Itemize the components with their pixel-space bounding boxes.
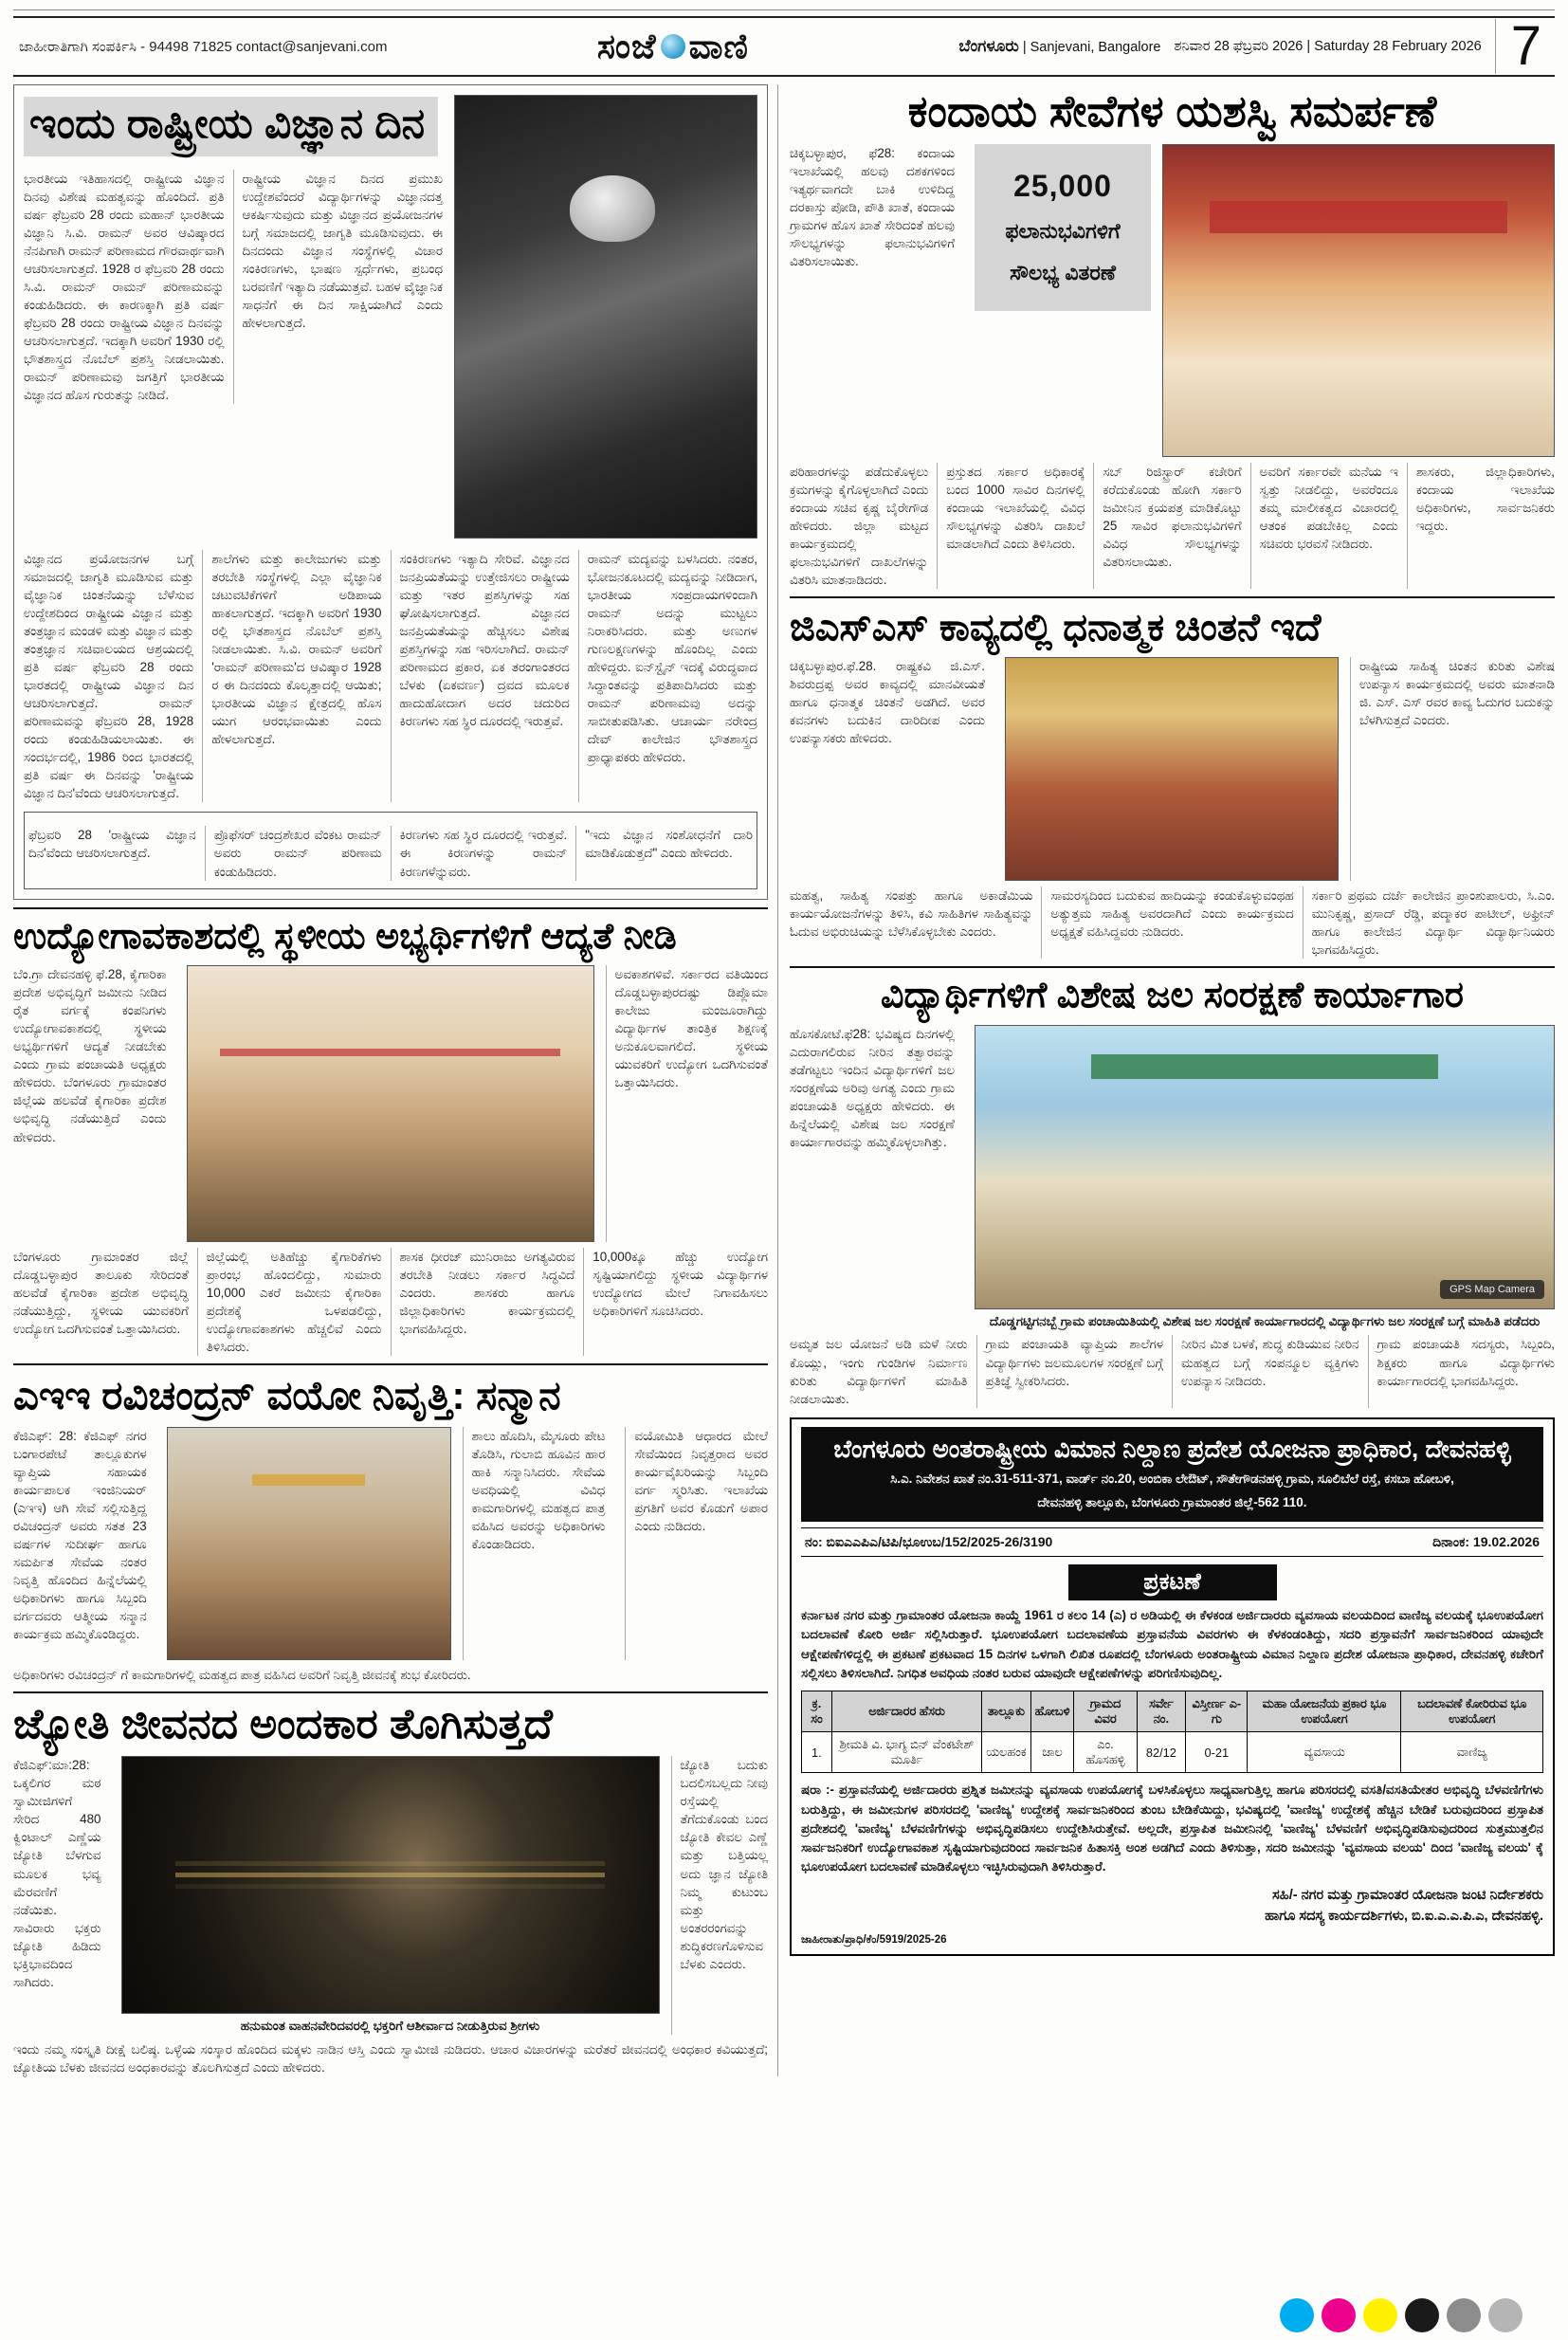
table-cell: ವಾಣಿಜ್ಯ [1401,1732,1543,1773]
jyothi-photo-caption: ಹನುಮಂತ ವಾಹನವೇರಿದವರಲ್ಲಿ ಭಕ್ತರಿಗೆ ಆಶೀರ್ವಾದ ನೀಡುತ್ತಿರುವ ಶ್ರೀಗಳು [240,2019,540,2034]
gss-body-columns [790,887,1555,959]
table-cell: 1. [802,1732,832,1773]
jobs-event-photo [187,965,594,1242]
public-notice-box [790,1417,1555,1957]
table-header-cell: ವಿಸ್ತೀರ್ಣ ಎ-ಗು [1186,1691,1248,1732]
table-cell: 0-21 [1186,1732,1248,1773]
notice-signature [801,1886,1543,1928]
black-dot [1405,2298,1439,2332]
gray-dot [1447,2298,1481,2332]
masthead-right [958,15,1549,77]
retirement-felicitation-photo [167,1427,451,1660]
article-water-workshop [790,976,1555,1407]
article-divider [13,907,768,909]
revenue-event-photo [1162,144,1555,457]
jyothi-procession-photo [121,1756,660,2014]
science-headline: ಇಂದು ರಾಷ್ಟ್ರೀಯ ವಿಜ್ಞಾನ ದಿನ [24,97,438,156]
table-header-cell: ಅರ್ಜಿದಾರರ ಹೆಸರು [831,1691,981,1732]
table-cell: 82/12 [1137,1732,1186,1773]
table-header-cell: ಗ್ರಾಮದ ವಿವರ [1074,1691,1137,1732]
jyothi-photo-block [121,1756,660,2035]
logo-text-right: ವಾಣಿ [688,26,749,65]
table-row [802,1732,1543,1773]
science-text-block [24,95,443,539]
gss-lecture-photo [1005,657,1339,881]
article-text-column: ಅಧಿಕಾರಿಗಳು ರವಿಚಂದ್ರನ್ ಗೆ ಕಾಮಗಾರಿಗಳಲ್ಲಿ ಮಹತ್ವದ ಪಾತ್ರ ವಹಿಸಿದ ಅವರಿಗೆ ನಿವೃತ್ತಿ ಜೀವನಕ್ಕೆ ಶುಭ ಕೋರಿದರು. [13,1667,471,1682]
article-text-column: ಶಾಸಕರು, ಜಿಲ್ಲಾಧಿಕಾರಿಗಳು, ಕಂದಾಯ ಇಲಾಖೆಯ ಅಧಿಕಾರಿಗಳು, ಸಾರ್ವಜನಿಕರು ಇದ್ದರು. [1407,463,1555,589]
article-text-column: ಕೆಜಿಎಫ್:ಮಾ:28: ಒಕ್ಕಲಿಗರ ಮಠ ಸ್ವಾಮೀಜಿಗಳಿಗೆ ಸೇರಿದ 480 ಕ್ವಿಂಟಾಲ್ ಎಣ್ಣೆಯ ಜ್ಯೋತಿ ಬೆಳಗುವ ಮೂಲಕ ಭವ್ಯ ಮೆರವಣಿಗೆ ನಡೆಯಿತು. ಸಾವಿರಾರು ಭಕ್ತರು ಜ್ಯೋತಿ ಹಿಡಿದು ಭಕ್ತಿಭಾವದಿಂದ ಸಾಗಿದರು. [13,1758,101,1989]
article-text-column: ಅಮೃತ ಜಲ ಯೋಜನೆ ಅಡಿ ಮಳೆ ನೀರು ಕೊಯ್ಲು, ಇಂಗು ಗುಂಡಿಗಳ ನಿರ್ಮಾಣ ಕುರಿತು ವಿದ್ಯಾರ್ಥಿಗಳಿಗೆ ಮಾಹಿತಿ ನೀಡಲಾಯಿತು. [790,1337,968,1406]
left-column [13,84,777,2076]
retirement-bottom-row [13,1666,768,1684]
table-header-cell: ಬದಲಾವಣೆ ಕೋರಿರುವ ಭೂ ಉಪಯೋಗ [1401,1691,1543,1732]
revenue-body-columns [790,463,1555,589]
main-content [13,84,1555,2076]
article-text-column: 10,000ಕ್ಕೂ ಹೆಚ್ಚು ಉದ್ಯೋಗ ಸೃಷ್ಟಿಯಾಗಲಿದ್ದು ಸ್ಥಳೀಯ ವಿದ್ಯಾರ್ಥಿಗಳ ಉದ್ಯೋಗದ ಮೇಲೆ ನಿಗಾವಹಿಸಲು ಅಧಿಕಾರಿಗಳಿಗೆ ಸೂಚಿಸಿದರು. [583,1248,768,1356]
article-text-column: ಇಂದು ನಮ್ಮ ಸಂಸ್ಕೃತಿ ದೀಕ್ಷೆ ಬಲಿಷ್ಠ. ಒಳ್ಳೆಯ ಸಂಸ್ಕಾರ ಹೊಂದಿದ ಮಕ್ಕಳು ನಾಡಿನ ಆಸ್ತಿ ಎಂದು ಸ್ವಾಮೀಜಿ ನುಡಿದರು. ಆಚಾರ ವಿಚಾರಗಳನ್ನು ಮರೆತರೆ ಜೀವನದಲ್ಲಿ ಅಂಧಕಾರ ಕವಿಯುತ್ತದೆ; ಜ್ಯೋತಿಯ ಬೆಳಕು ಜೀವನದ ಅಂಧಕಾರವನ್ನು ತೊಲಗಿಸುತ್ತದೆ ಎಂದು ಹೇಳಿದರು. [13,2041,768,2075]
table-cell: ವ್ಯವಸಾಯ [1248,1732,1401,1773]
article-text-column: ಶಾಸಕ ಧೀರಜ್ ಮುನಿರಾಜು ಅಗತ್ಯವಿರುವ ತರಬೇತಿ ನೀಡಲು ಸರ್ಕಾರ ಸಿದ್ಧವಿದೆ ಎಂದರು. ಶಾಸಕರು ಹಾಗೂ ಜಿಲ್ಲಾಧಿಕಾರಿಗಳು ಕಾರ್ಯಕ್ರಮದಲ್ಲಿ ಭಾಗವಹಿಸಿದ್ದರು. [391,1248,584,1356]
notice-address-line2: ದೇವನಹಳ್ಳಿ ತಾಲ್ಲೂಕು, ಬೆಂಗಳೂರು ಗ್ರಾಮಾಂತರ ಜಿಲ್ಲೆ-562 110. [1037,1495,1307,1510]
water-photo-caption: ದೊಡ್ಡಗಟ್ಟಿಗನಬ್ಬೆ ಗ್ರಾಮ ಪಂಚಾಯಿತಿಯಲ್ಲಿ ವಿಶೇಷ ಜಲ ಸಂರಕ್ಷಣೆ ಕಾರ್ಯಾಗಾರದಲ್ಲಿ ವಿದ್ಯಾರ್ಥಿಗಳು ಜಲ ಸಂರಕ್ಷಣೆ ಬಗ್ಗೆ ಮಾಹಿತಿ ಪಡೆದರು [989,1313,1541,1328]
article-text-column: ಜ್ಯೋತಿ ಬದುಕು ಬದಲಿಸಬಲ್ಲದು ನೀವು ರಸ್ತೆಯಲ್ಲಿ ತೆಗೆದುಕೊಂಡು ಬಂದ ಜ್ಯೋತಿ ಕೇವಲ ಎಣ್ಣೆ ಮತ್ತು ಬತ್ತಿಯಲ್ಲ ಅದು ಜ್ಞಾನ ಜ್ಯೋತಿ ನಿಮ್ಮ ಕುಟುಂಬ ಮತ್ತು ಅಂತರರಂಗವನ್ನು ಶುದ್ಧಿಕರಣಗೊಳಿಸುವ ಬೆಳಕು ಎಂದರು. [671,1756,769,2035]
article-science-day [13,84,768,900]
article-text-column: ಪ್ರೊಫೆಸರ್ ಚಂದ್ರಶೇಖರ ವೆಂಕಟ ರಾಮನ್ ಅವರು ರಾಮನ್ ಪರಿಣಾಮ ಕಂಡುಹಿಡಿದರು. [205,826,391,880]
notice-ad-reference: ಜಾಹೀರಾತು/ಪ್ರಾಧಿ/ಕೆಂ/5919/2025-26 [801,1934,947,1947]
science-intro-columns [24,170,443,404]
table-header-cell: ಕ್ರ. ಸಂ [802,1691,832,1732]
article-gss-poetry [790,606,1555,959]
article-text-column: ಗ್ರಾಮ ಪಂಚಾಯತಿ ವ್ಯಾಪ್ತಿಯ ಶಾಲೆಗಳ ವಿದ್ಯಾರ್ಥಿಗಳು ಜಲಮೂಲಗಳ ಸಂರಕ್ಷಣೆ ಬಗ್ಗೆ ಪ್ರತಿಜ್ಞೆ ಸ್ವೀಕರಿಸಿದರು. [976,1335,1173,1407]
article-text-column: ಅವರಿಗೆ ಸರ್ಕಾರವೇ ಮನೆಯ ಇ ಸ್ವತ್ತು ನೀಡಲಿದ್ದು, ಅವರೆಂದೂ ತಮ್ಮ ಮಾಲೀಕತ್ವದ ವಿಚಾರದಲ್ಲಿ ಆತಂಕ ಪಡಬೇಕಿಲ್ಲ ಎಂದು ಸಚಿವರು ಭರವಸೆ ನೀಡಿದರು. [1250,463,1407,589]
edition-date: ಶನಿವಾರ 28 ಫೆಬ್ರವರಿ 2026 | Saturday 28 February 2026 [1174,39,1482,54]
table-cell: ಜಾಲ [1030,1732,1074,1773]
masthead [13,16,1555,77]
yellow-dot [1363,2298,1397,2332]
logo-text-left: ಸಂಜೆ [596,26,657,65]
jobs-mid-row [13,965,768,1242]
article-divider [13,1363,768,1365]
article-text-column: ಕಿರಣಗಳು ಸಹ ಸ್ಥಿರ ದೂರದಲ್ಲಿ ಇರುತ್ತವೆ. ಈ ಕಿರಣಗಳನ್ನು ರಾಮನ್ ಕಿರಣಗಳೆನ್ನುವರು. [391,826,576,880]
article-text-column: ಬೆಂ.ಗ್ರಾ ದೇವನಹಳ್ಳಿ ಫೆ.28, ಕೈಗಾರಿಕಾ ಪ್ರದೇಶ ಅಭಿವೃದ್ಧಿಗೆ ಜಮೀನು ನೀಡಿದ ರೈತ ವರ್ಗಕ್ಕೆ ಕಂಪನಿಗಳು ಉದ್ಯೋಗಾವಕಾಶದಲ್ಲಿ ಸ್ಥಳೀಯ ಅಭ್ಯರ್ಥಿಗಳಿಗೆ ಆದ್ಯತೆ ನೀಡಬೇಕು ಎಂದು ಗ್ರಾಮ ಪಂಚಾಯತಿ ಅಧ್ಯಕ್ಷರು ಹೇಳಿದರು. ಬೆಂಗಳೂರು ಗ್ರಾಮಾಂತರ ಜಿಲ್ಲೆಯ ಹಲವೆಡೆ ಕೈಗಾರಿಕಾ ಪ್ರದೇಶ ಅಭಿವೃದ್ಧಿ ನಡೆಯುತ್ತಿದೆ ಎಂದು ಹೇಳಿದರು. [13,967,167,1144]
cv-raman-photo [454,95,757,539]
article-text-column: ಬೆಂಗಳೂರು ಗ್ರಾಮಾಂತರ ಜಿಲ್ಲೆ ದೊಡ್ಡಬಳ್ಳಾಪುರ ತಾಲೂಕು ಸೇರಿದಂತೆ ಹಲವೆಡೆ ಕೈಗಾರಿಕಾ ಪ್ರದೇಶ ಅಭಿವೃದ್ಧಿ ನಡೆಯುತ್ತಿದ್ದು, ಸ್ಥಳೀಯ ಯುವಕರಿಗೆ ಉದ್ಯೋಗ ಒದಗಿಸುವಂತೆ ಒತ್ತಾಯಿಸಿದರು. [13,1250,189,1337]
edition-place-en: | Sanjevani, Bangalore [1022,40,1161,55]
article-text-column: ಶಾಲು ಹೊದಿಸಿ, ಮೈಸೂರು ಪೇಟ ತೊಡಿಸಿ, ಗುಲಾಬಿ ಹೂವಿನ ಹಾರ ಹಾಕಿ ಸನ್ಮಾನಿಸಿದರು. ಸೇವೆಯ ಅವಧಿಯಲ್ಲಿ ವಿವಿಧ ಕಾಮಗಾರಿಗಳಲ್ಲಿ ಮಹತ್ವದ ಪಾತ್ರ ವಹಿಸಿದ ಅವರನ್ನು ಅಧಿಕಾರಿಗಳು ಕೊಂಡಾಡಿದರು. [463,1427,614,1660]
notice-reference-number: ನಂ: ಬಿಐಎಎಪಿಎ/ಟಿಪಿ/ಭೂಉಬ/152/2025-26/3190 [805,1533,1053,1549]
article-text-column: ವಯೋಮಿತಿ ಆಧಾರದ ಮೇಲೆ ಸೇವೆಯಿಂದ ನಿವೃತ್ತರಾದ ಅವರ ಕಾರ್ಯವೈಖರಿಯನ್ನು ಸಿಬ್ಬಂದಿ ವರ್ಗ ಸ್ಮರಿಸಿತು. ಇಲಾಖೆಯ ಪ್ರಗತಿಗೆ ಅವರ ಕೊಡುಗೆ ಅಪಾರ ಎಂದು ನುಡಿದರು. [625,1427,768,1660]
table-header-cell: ಸರ್ವೇ ನಂ. [1137,1691,1186,1732]
article-divider [13,1691,768,1693]
notice-header [801,1427,1543,1522]
jobs-body-columns [13,1248,768,1356]
article-text-column: ಚಿಕ್ಕಬಳ್ಳಾಪುರ, ಫೆ28: ಕಂದಾಯ ಇಲಾಖೆಯಲ್ಲಿ ಹಲವು ದಶಕಗಳಿಂದ ಇತ್ಯರ್ಥವಾಗದೇ ಬಾಕಿ ಉಳಿದಿದ್ದ ದರಕಾಸ್ತು ಪೋಡಿ, ಪೌತಿ ಖಾತೆ, ಕಂದಾಯ ಗ್ರಾಮಗಳ ಹೊಸ ಖಾತೆ ಸೇರಿದಂತೆ ಹಲವು ಸೌಲಭ್ಯಗಳನ್ನು ಫಲಾನುಭವಿಗಳಿಗೆ ವಿತರಿಸಲಾಯಿತು. [790,145,955,269]
article-text-column: ವಿಜ್ಞಾನದ ಪ್ರಯೋಜನಗಳ ಬಗ್ಗೆ ಸಮಾಜದಲ್ಲಿ ಜಾಗೃತಿ ಮೂಡಿಸುವ ಮತ್ತು ವೈಜ್ಞಾನಿಕ ಚಿಂತನೆಯನ್ನು ಬೆಳೆಸುವ ಉದ್ದೇಶದಿಂದ ರಾಷ್ಟ್ರೀಯ ವಿಜ್ಞಾನ ಮತ್ತು ತಂತ್ರಜ್ಞಾನ ಮಂಡಳಿ ಮತ್ತು ವಿಜ್ಞಾನ ಮತ್ತು ತಂತ್ರಜ್ಞಾನ ಸಚಿವಾಲಯದ ಆಶ್ರಯದಲ್ಲಿ ಪ್ರತಿ ವರ್ಷ ಫೆಬ್ರವರಿ 28 ರಂದು ಭಾರತದಲ್ಲಿ ರಾಷ್ಟ್ರೀಯ ವಿಜ್ಞಾನ ದಿನ ಆಚರಿಸಲಾಗುತ್ತದೆ. ರಾಮನ್ ಪರಿಣಾಮವನ್ನು ಫೆಬ್ರವರಿ 28, 1928 ರಂದು ಕಂಡುಹಿಡಿಯಲಾಯಿತು. ಈ ಸಂದರ್ಭದಲ್ಲಿ, 1986 ರಿಂದ ಭಾರತದಲ್ಲಿ ಪ್ರತಿ ವರ್ಷ ಈ ದಿನವನ್ನು 'ರಾಷ್ಟ್ರೀಯ ವಿಜ್ಞಾನ ದಿನ'ವೆಂದು ಆಚರಿಸಲಾಗುತ್ತದೆ. [24,552,194,801]
article-text-column: ಭಾರತೀಯ ಇತಿಹಾಸದಲ್ಲಿ ರಾಷ್ಟ್ರೀಯ ವಿಜ್ಞಾನ ದಿನವು ವಿಶೇಷ ಮಹತ್ವವನ್ನು ಹೊಂದಿದೆ. ಪ್ರತಿ ವರ್ಷ ಫೆಬ್ರವರಿ 28 ರಂದು ಮಹಾನ್ ಭಾರತೀಯ ವಿಜ್ಞಾನಿ ಸಿ.ವಿ. ರಾಮನ್ ಅವರ ಆವಿಷ್ಕಾರದ ನೆನಪಿಗಾಗಿ ರಾಮನ್ ಪರಿಣಾಮದ ಗೌರವಾರ್ಥವಾಗಿ ಆಚರಿಸಲಾಗುತ್ತದೆ. 1928 ರ ಫೆಬ್ರವರಿ 28 ರಂದು ಸಿ.ವಿ. ರಾಮನ್ ರಾಮನ್ ಪರಿಣಾಮವನ್ನು ಕಂಡುಹಿಡಿದರು. ಈ ಕಾರಣಕ್ಕಾಗಿ ಪ್ರತಿ ವರ್ಷ ಫೆಬ್ರವರಿ 28 ರಂದು ರಾಷ್ಟ್ರೀಯ ವಿಜ್ಞಾನ ದಿನವನ್ನು ಆಚರಿಸಲಾಗುತ್ತದೆ. ಇದಕ್ಕಾಗಿ ಅವರಿಗೆ 1930 ರಲ್ಲಿ ಭೌತಶಾಸ್ತ್ರದ ನೊಬೆಲ್ ಪ್ರಶಸ್ತಿ ನೀಡಲಾಯಿತು. ರಾಮನ್ ಪರಿಣಾಮವು ಜಗತ್ತಿಗೆ ಭಾರತೀಯ ವಿಜ್ಞಾನದ ಹೊಸ ಗುರುತನ್ನು ನೀಡಿದೆ. [24,171,225,402]
notice-title-ribbon: ಪ್ರಕಟಣೆ [1068,1564,1277,1600]
land-use-table [801,1691,1543,1773]
article-text-column: ಫೆಬ್ರವರಿ 28 'ರಾಷ್ಟ್ರೀಯ ವಿಜ್ಞಾನ ದಿನ'ವೆಂದು ಆಚರಿಸಲಾಗುತ್ತದೆ. [28,828,196,861]
table-header-cell: ಹೋಬಳಿ [1030,1691,1074,1732]
article-local-jobs [13,917,768,1357]
jyothi-row [13,1756,768,2035]
notice-address-line1: ಸಿ.ಎ. ನಿವೇಶನ ಖಾತೆ ನಂ.31-511-371, ವಾರ್ಡ್ ನಂ.20, ಅಂಬಿಕಾ ಲೇಔಟ್, ಸೌತೇಗೌಡನಹಳ್ಳಿ ಗ್ರಾಮ, ಸೂಲಿಬೆಲೆ ರಸ್ತೆ, ಕಸಬಾ ಹೋಬಳಿ, [890,1471,1454,1486]
advertising-contact: ಜಾಹೀರಾತಿಗಾಗಿ ಸಂಪರ್ಕಿಸಿ - 94498 71825 contact@sanjevani.com [19,38,388,55]
water-workshop-photo [975,1025,1555,1309]
article-text-column: ಸರ್ಕಾರಿ ಪ್ರಥಮ ದರ್ಜೆ ಕಾಲೇಜಿನ ಪ್ರಾಂಶುಪಾಲರು, ಸಿ.ಎಂ. ಮುನಿಕೃಷ್ಣ, ಪ್ರಸಾದ್ ರೆಡ್ಡಿ, ಪದ್ಮಾಕರ ಪಾಟೀಲ್, ಅಫ್ರೀನ್ ಹಾಗೂ ಕಾಲೇಜಿನ ವಿದ್ಯಾರ್ಥಿ ವಿದ್ಯಾರ್ಥಿನಿಯರು ಭಾಗವಹಿಸಿದ್ದರು. [1303,887,1555,959]
article-text-column: ಪ್ರಸ್ತುತದ ಸರ್ಕಾರ ಅಧಿಕಾರಕ್ಕೆ ಬಂದ 1000 ಸಾವಿರ ದಿನಗಳಲ್ಲಿ ಕಂದಾಯ ಇಲಾಖೆಯಲ್ಲಿ ವಿವಿಧ ಸೌಲಭ್ಯಗಳನ್ನು ವಿತರಿಸಿ ದಾಖಲೆ ಮಾಡಲಾಗಿದೆ ಎಂದು ತಿಳಿಸಿದರು. [937,463,1093,589]
notice-date: ದಿನಾಂಕ: 19.02.2026 [1432,1533,1540,1549]
water-row [790,1025,1555,1330]
article-jyothi [13,1701,768,2076]
article-revenue-services [790,86,1555,589]
article-text-column: ಜಿಲ್ಲೆಯಲ್ಲಿ ಅತಿಹೆಚ್ಚು ಕೈಗಾರಿಕೆಗಳು ಪ್ರಾರಂಭ ಹೊಂದಲಿದ್ದು, ಸುಮಾರು 10,000 ಎಕರೆ ಜಮೀನು ಕೈಗಾರಿಕಾ ಪ್ರದೇಶಕ್ಕೆ ಒಳಪಡಲಿದ್ದು, ಉದ್ಯೋಗಾವಕಾಶಗಳು ಹೆಚ್ಚಲಿವೆ ಎಂದು ತಿಳಿಸಿದರು. [197,1248,391,1356]
revenue-top-row [790,144,1555,457]
article-text-column: ಸಂಕಿರಣಗಳು ಇತ್ಯಾದಿ ಸೇರಿವೆ. ವಿಜ್ಞಾನದ ಜನಪ್ರಿಯತೆಯನ್ನು ಉತ್ತೇಜಿಸಲು ರಾಷ್ಟ್ರೀಯ ಮತ್ತು ಇತರ ಪ್ರಶಸ್ತಿಗಳನ್ನು ಸಹ ಘೋಷಿಸಲಾಗುತ್ತದೆ. ವಿಜ್ಞಾನದ ಜನಪ್ರಿಯತೆಯನ್ನು ಹೆಚ್ಚಿಸಲು ವಿಶೇಷ ಪ್ರಶಸ್ತಿಗಳನ್ನು ಸಹ ಇರಿಸಲಾಗಿದೆ. ರಾಮನ್ ಪರಿಣಾಮದ ಪ್ರಕಾರ, ಏಕ ತರಂಗಾಂತರದ ಬೆಳಕು (ಏಕವರ್ಣ) ದ್ರವದ ಮೂಲಕ ಹಾದುಹೋದಾಗ ಅದರ ಚದುರಿದ ಕಿರಣಗಳು ಸಹ ಸ್ಥಿರ ದೂರದಲ್ಲಿ ಇರುತ್ತವೆ. [391,550,578,802]
jyothi-bottom-row [13,2040,768,2076]
gss-headline: ಜಿಎಸ್‌ಎಸ್ ಕಾವ್ಯದಲ್ಲಿ ಧನಾತ್ಮಕ ಚಿಂತನೆ ಇದೆ [790,607,1322,649]
table-header-row [802,1691,1543,1732]
article-text-column: ಸಬ್ ರಿಜಿಸ್ಟ್ರಾರ್ ಕಚೇರಿಗೆ ಕರೆದುಕೊಂಡು ಹೋಗಿ ಸರ್ಕಾರಿ ಜಮೀನಿನ ಕ್ರಯಪತ್ರ ಮಾಡಿಕೊಟ್ಟು 25 ಸಾವಿರ ಫಲಾನುಭವಿಗಳಿಗೆ ವಿವಿಧ ಸೌಲಭ್ಯಗಳನ್ನು ವಿತರಿಸಲಾಯಿತು. [1093,463,1249,589]
article-text-column: ಶಾಲೆಗಳು ಮತ್ತು ಕಾಲೇಜುಗಳು ಮತ್ತು ತರಬೇತಿ ಸಂಸ್ಥೆಗಳಲ್ಲಿ ಎಲ್ಲಾ ವೈಜ್ಞಾನಿಕ ಚಟುವಟಿಕೆಗಳಿಗೆ ಅಡಿಪಾಯ ಹಾಕಲಾಗುತ್ತದೆ. ಇದಕ್ಕಾಗಿ ಅವರಿಗೆ 1930 ರಲ್ಲಿ ಭೌತಶಾಸ್ತ್ರದ ನೊಬೆಲ್ ಪ್ರಶಸ್ತಿ ನೀಡಲಾಯಿತು. ಸಿ.ವಿ. ರಾಮನ್ ಅವರಿಗೆ 'ರಾಮನ್ ಪರಿಣಾಮ'ದ ಆವಿಷ್ಕಾರ 1928 ರ ಈ ದಿನದಂದು ಕೊಲ್ಕತ್ತಾದಲ್ಲಿ ಆಯಿತು; ಭಾರತೀಯ ವಿಜ್ಞಾನ ಕ್ಷೇತ್ರದಲ್ಲಿ ಹೊಸ ಯುಗ ಆರಂಭವಾಯಿತು ಎಂದು ಹೇಳಲಾಗುತ್ತದೆ. [202,550,390,802]
notice-body-text: ಕರ್ನಾಟಕ ನಗರ ಮತ್ತು ಗ್ರಾಮಾಂತರ ಯೋಜನಾ ಕಾಯ್ದೆ 1961 ರ ಕಲಂ 14 (ಎ) ರ ಅಡಿಯಲ್ಲಿ ಈ ಕೆಳಕಂಡ ಅರ್ಜಿದಾರರು ವ್ಯವಸಾಯ ವಲಯದಿಂದ ವಾಣಿಜ್ಯ ವಲಯಕ್ಕೆ ಭೂಉಪಯೋಗ ಬದಲಾವಣೆ ಕೋರಿ ಅರ್ಜಿ ಸಲ್ಲಿಸಿರುತ್ತಾರೆ. ಭೂಉಪಯೋಗ ಬದಲಾವಣೆಯ ಪ್ರಸ್ತಾವನೆಯ ವಿವರಗಳು ಈ ಕೆಳಕಂಡಂತಿದ್ದು, ಸದರಿ ಪ್ರಸ್ತಾವನೆಗೆ ಸಾರ್ವಜನಿಕರಿಂದ ಯಾವುದೇ ಆಕ್ಷೇಪಣೆಗಳಿದ್ದಲ್ಲಿ ಈ ಪ್ರಕಟಣೆ ಪ್ರಕಟವಾದ 15 ದಿನಗಳ ಒಳಗಾಗಿ ಲಿಖಿತ ರೂಪದಲ್ಲಿ ಬೆಂಗಳೂರು ಅಂತರಾಷ್ಟ್ರೀಯ ವಿಮಾನ ನಿಲ್ದಾಣ ಪ್ರದೇಶ ಯೋಜನಾ ಪ್ರಾಧಿಕಾರ, ದೇವನಹಳ್ಳಿ ಕಚೇರಿಗೆ ಸಲ್ಲಿಸಲು ತಿಳಿಸಲಾಗಿದೆ. ನಿಗಧಿತ ಅವಧಿಯ ನಂತರ ಬರುವ ಯಾವುದೇ ಆಕ್ಷೇಪಣೆಗಳನ್ನು ಪರಿಗಣಿಸುವುದಿಲ್ಲ. [801,1607,1543,1681]
article-text-column: "ಇದು ವಿಜ್ಞಾನ ಸಂಶೋಧನೆಗೆ ದಾರಿ ಮಾಡಿಕೊಡುತ್ತದೆ" ಎಂದು ಹೇಳಿದರು. [575,826,753,880]
article-text-column: ಪರಿಹಾರಗಳನ್ನು ಪಡೆದುಕೊಳ್ಳಲು ಕ್ರಮಗಳನ್ನು ಕೈಗೊಳ್ಳಲಾಗಿದೆ ಎಂದು ಕಂದಾಯ ಸಚಿವ ಕೃಷ್ಣ ಬೈರೇಗೌಡ ಹೇಳಿದರು. ಜಿಲ್ಲಾ ಮಟ್ಟದ ಕಾರ್ಯಕ್ರಮದಲ್ಲಿ ಫಲಾನುಭವಿಗಳಿಗೆ ದಾಖಲೆಗಳನ್ನು ವಿತರಿಸಿ ಮಾತನಾಡಿದರು. [790,464,929,588]
jyothi-headline: ಜ್ಯೋತಿ ಜೀವನದ ಅಂದಕಾರ ತೊಗಿಸುತ್ತದೆ [13,1700,553,1747]
page-number: 7 [1495,19,1549,74]
light-gray-dot [1488,2298,1522,2332]
top-rule [13,9,1555,10]
edition-place-kn: ಬೆಂಗಳೂರು [958,37,1019,55]
beneficiary-count: 25,000 [1013,168,1112,203]
table-header-cell: ತಾಲ್ಲೂಕು [982,1691,1030,1732]
table-cell: ಯಲಹಂಕ [982,1732,1030,1773]
article-text-column: ರಾಷ್ಟ್ರೀಯ ಸಾಹಿತ್ಯ ಚಿಂತನ ಕುರಿತು ವಿಶೇಷ ಉಪನ್ಯಾಸ ಕಾರ್ಯಕ್ರಮದಲ್ಲಿ ಅವರು ಮಾತನಾಡಿ ಜಿ. ಎಸ್. ಎಸ್ ರವರ ಕಾವ್ಯ ಓದುಗರ ಬದುಕನ್ನು ಬೆಳಗಿಸುತ್ತದೆ ಎಂದರು. [1350,657,1555,881]
article-text-column: ನೀರಿನ ಮಿತ ಬಳಕೆ, ಶುದ್ಧ ಕುಡಿಯುವ ನೀರಿನ ಮಹತ್ವದ ಬಗ್ಗೆ ಸಂಪನ್ಮೂಲ ವ್ಯಕ್ತಿಗಳು ಉಪನ್ಯಾಸ ನೀಡಿದರು. [1172,1335,1368,1407]
water-headline: ವಿದ್ಯಾರ್ಥಿಗಳಿಗೆ ವಿಶೇಷ ಜಲ ಸಂರಕ್ಷಣೆ ಕಾರ್ಯಾಗಾರ [880,976,1465,1016]
notice-reference-row [801,1527,1543,1557]
table-cell: ಶ್ರೀಮತಿ ವಿ. ಭಾಗ್ಯ ಬಿನ್ ವೆಂಕಟೇಶ್ ಮೂರ್ತಿ [831,1732,981,1773]
signature-line1: ಸಹಿ/- ನಗರ ಮತ್ತು ಗ್ರಾಮಾಂತರ ಯೋಜನಾ ಜಂಟಿ ನಿರ್ದೇಶಕರು [1272,1887,1543,1903]
water-photo-block [975,1025,1555,1330]
gps-map-camera-badge: GPS Map Camera [1440,1280,1544,1299]
globe-icon [661,34,685,59]
retirement-row [13,1427,768,1660]
signature-line2: ಹಾಗೂ ಸದಸ್ಯ ಕಾರ್ಯದರ್ಶಿಗಳು, ಬಿ.ಐ.ಎ.ಎ.ಪಿ.ಎ, ದೇವನಹಳ್ಳಿ. [1265,1908,1543,1924]
revenue-headline: ಕಂದಾಯ ಸೇವೆಗಳ ಯಶಸ್ವಿ ಸಮರ್ಪಣೆ [907,86,1437,136]
article-divider [790,966,1555,968]
article-text-column: ರಾಷ್ಟ್ರೀಯ ವಿಜ್ಞಾನ ದಿನದ ಪ್ರಮುಖ ಉದ್ದೇಶವೆಂದರೆ ವಿದ್ಯಾರ್ಥಿಗಳನ್ನು ವಿಜ್ಞಾನದತ್ತ ಆಕರ್ಷಿಸುವುದು ಮತ್ತು ವಿಜ್ಞಾನದ ಪ್ರಯೋಜನಗಳ ಬಗ್ಗೆ ಸಮಾಜದಲ್ಲಿ ಜಾಗೃತಿ ಮೂಡಿಸುವುದು. ಈ ದಿನದಂದು ವಿಜ್ಞಾನ ಸಂಸ್ಥೆಗಳಲ್ಲಿ ವಿಚಾರ ಸಂಕಿರಣಗಳು, ಭಾಷಣ ಸ್ಪರ್ಧೆಗಳು, ಪ್ರಬಂಧ ಬರವಣಿಗೆ ಇತ್ಯಾದಿ ನಡೆಯುತ್ತವೆ. ಬಹಳ ವೈಜ್ಞಾನಿಕ ಸಾಧನೆಗೆ ಈ ದಿನ ಸಾಕ್ಷಿಯಾಗಿದೆ ಎಂದು ಹೇಳಲಾಗುತ್ತದೆ. [233,170,444,404]
notice-authority-title: ಬೆಂಗಳೂರು ಅಂತರಾಷ್ಟ್ರೀಯ ವಿಮಾನ ನಿಲ್ದಾಣ ಪ್ರದೇಶ ಯೋಜನಾ ಪ್ರಾಧಿಕಾರ, ದೇವನಹಳ್ಳಿ [833,1434,1511,1463]
cyan-dot [1280,2298,1314,2332]
beneficiary-info-box [975,144,1151,311]
article-text-column: ರಾಮನ್ ಮದ್ಯವನ್ನು ಬಳಸಿದರು. ನಂತರ, ಭೋಜನಕೂಟದಲ್ಲಿ ಮದ್ಯವನ್ನು ನೀಡಿದಾಗ, ಭಾರತೀಯ ಸಂಪ್ರದಾಯಗಳಿಂದಾಗಿ ರಾಮನ್ ಅದನ್ನು ಮುಟ್ಟಲು ನಿರಾಕರಿಸಿದರು. ಮತ್ತು ಅಣುಗಳ ಗುಣಲಕ್ಷಣಗಳನ್ನು ಹೊಂದಿಲ್ಲ ಎಂದು ಹೇಳಿದ್ದರು. ಐನ್‌ಸ್ಟೈನ್ ಇದಕ್ಕೆ ವಿರುದ್ಧವಾದ ಸಿದ್ಧಾಂತವನ್ನು ಪ್ರತಿಪಾದಿಸಿದರು ಮತ್ತು ರಾಮನ್ ಪರಿಣಾಮವು ಅದನ್ನು ಸಾಬೀತುಪಡಿಸಿತು. ಆಚಾರ್ಯ ನರೇಂದ್ರ ದೇವ್ ಕಾಲೇಜಿನ ಭೌತಶಾಸ್ತ್ರದ ಪ್ರಾಧ್ಯಾಪಕರು ಹೇಳಿದರು. [578,550,757,802]
newspaper-logo [597,27,749,67]
right-column [777,84,1555,2076]
article-text-column: ಮಹತ್ವ, ಸಾಹಿತ್ಯ ಸಂಪತ್ತು ಹಾಗೂ ಅಕಾಡೆಮಿಯ ಕಾರ್ಯಯೋಜನೆಗಳನ್ನು ತಿಳಿಸಿ, ಕವಿ ಸಾಹಿತಿಗಳ ಸಾಹಿತ್ಯವನ್ನು ಓದುವ ಅಭಿರುಚಿಯನ್ನು ಬೆಳೆಸಿಕೊಳ್ಳಬೇಕು ಎಂದರು. [790,888,1033,940]
science-body-columns [24,550,757,802]
notice-remark: ಷರಾ :- ಪ್ರಸ್ತಾವನೆಯಲ್ಲಿ ಅರ್ಜಿದಾರರು ಪ್ರಶ್ನಿತ ಜಮೀನನ್ನು ವ್ಯವಸಾಯ ಉಪಯೋಗಕ್ಕೆ ಬಳಸಿಕೊಳ್ಳಲು ಸಾಧ್ಯವಾಗುತ್ತಿಲ್ಲ ಹಾಗೂ ಪರಿಸರದಲ್ಲಿ ವಸತಿ/ವಸತಿಯೇತರ ಅಭಿವೃದ್ಧಿ ಬೆಳವಣಿಗೆಗಳು ಬರುತ್ತಿದ್ದು, ಈ ಜಮೀನುಗಳ ಪರಿಸರದಲ್ಲಿ 'ವಾಣಿಜ್ಯ' ಉದ್ದೇಶಕ್ಕೆ ಸಾರ್ವಜನಿಕರಿಂದ ತುಂಬ ಬೇಡಿಕೆಯಿದ್ದು, ಭವಿಷ್ಯದಲ್ಲಿ 'ವಾಣಿಜ್ಯ' ಉದ್ದೇಶಕ್ಕೆ ಹೆಚ್ಚಿನ ಬೇಡಿಕೆ ಬರುವುದರಿಂದ ಪ್ರಸ್ತಾಪಿತ ಪ್ರದೇಶದಲ್ಲಿ 'ವಾಣಿಜ್ಯ' ಬೆಳವಣಿಗೆಗಳನ್ನು ಅಭಿವೃದ್ಧಿಪಡಿಸಲು ಉದ್ದೇಶಿಸಿರುತ್ತೇವೆ. ಅಲ್ಲದೇ, ಪ್ರಸ್ತಾಪಿತ ಜಮೀನಿನಲ್ಲಿ 'ವಾಣಿಜ್ಯ' ಬೆಳವಣಿಗೆ ಅಭಿವೃದ್ಧಿಪಡಿಸುವುದರಿಂದ ಸುತ್ತಮುತ್ತಲಿನ ಸಾರ್ವಜನಿಕರಿಗೆ ಉದ್ಯೋಗಾವಕಾಶ ಸೃಷ್ಟಿಯಾಗುವುದರಿಂದ ಸಾರ್ವಜನಿಕ ಹಿತಾಸಕ್ತಿ ಅಂಶ ಅಡಗಿದೆ ಎಂದು ತಿಳಿಸುತ್ತಾ, ಸದರಿ ಜಮೀನನ್ನು 'ವ್ಯವಸಾಯ ವಲಯ' ದಿಂದ 'ವಾಣಿಜ್ಯ ವಲಯ' ಕ್ಕೆ ಭೂಉಪಯೋಗ ಬದಲಾವಣೆ ಮಾಡಿಕೊಳ್ಳಲು ಇಚ್ಛಿಸಿರುವುದಾಗಿ ತಿಳಿಸಿರುತ್ತಾರೆ. [801,1782,1543,1874]
jobs-headline: ಉದ್ಯೋಗಾವಕಾಶದಲ್ಲಿ ಸ್ಥಳೀಯ ಅಭ್ಯರ್ಥಿಗಳಿಗೆ ಆದ್ಯತೆ ನೀಡಿ [13,916,677,957]
water-body-columns [790,1335,1555,1407]
table-cell: ಎಂ. ಹೊಸಹಳ್ಳಿ [1074,1732,1137,1773]
science-boxed-note [24,812,757,888]
science-top-row [24,95,757,539]
article-text-column: ಸಾಮರಸ್ಯದಿಂದ ಬದುಕುವ ಹಾದಿಯನ್ನು ಕಂಡುಕೊಳ್ಳುವಂಥಹ ಅತ್ಯುತ್ತಮ ಸಾಹಿತ್ಯ ಅವರದಾಗಿದೆ ಎಂದು ಕಾರ್ಯಕ್ರಮದ ಅಧ್ಯಕ್ಷತೆ ವಹಿಸಿದ್ದವರು ನುಡಿದರು. [1041,887,1302,959]
article-text-column: ಚಿಕ್ಕಬಳ್ಳಾಪುರ.ಫೆ.28. ರಾಷ್ಟ್ರಕವಿ ಜಿ.ಎಸ್. ಶಿವರುದ್ರಪ್ಪ ಅವರ ಕಾವ್ಯದಲ್ಲಿ ಮಾನವೀಯತೆ ಹಾಗೂ ಧನಾತ್ಮಕ ಚಿಂತನೆ ಅಡಗಿದೆ. ಅವರ ಕವನಗಳು ಬದುಕಿನ ದಾರಿದೀಪ ಎಂದು ಉಪನ್ಯಾಸಕರು ಹೇಳಿದರು. [790,659,985,746]
edition-place [958,37,1160,56]
article-divider [790,596,1555,598]
article-text-column: ಗ್ರಾಮ ಪಂಚಾಯತಿ ಸದಸ್ಯರು, ಸಿಬ್ಬಂದಿ, ಶಿಕ್ಷಕರು ಹಾಗೂ ವಿದ್ಯಾರ್ಥಿಗಳು ಕಾರ್ಯಾಗಾರದಲ್ಲಿ ಭಾಗವಹಿಸಿದ್ದರು. [1368,1335,1556,1407]
retirement-headline: ಎಇಇ ರವಿಚಂದ್ರನ್ ವಯೋ ನಿವೃತ್ತಿ: ಸನ್ಮಾನ [13,1373,561,1418]
science-boxed-columns [28,826,753,880]
print-registration-dots [1280,2298,1522,2332]
article-text-column: ಕೆಜಿಎಫ್: 28: ಕೆಜಿಎಫ್ ನಗರ ಬಂಗಾರಪೇಟೆ ತಾಲ್ಲೂಕುಗಳ ವ್ಯಾಪ್ತಿಯ ಸಹಾಯಕ ಕಾರ್ಯಪಾಲಕ ಇಂಜಿನಿಯರ್ (ಎಇಇ) ಆಗಿ ಸೇವೆ ಸಲ್ಲಿಸುತ್ತಿದ್ದ ರವಿಚಂದ್ರನ್ ಅವರು ಸತತ 23 ವರ್ಷಗಳ ಸುದೀರ್ಘ ಹಾಗೂ ಸಮರ್ಪಿತ ಸೇವೆಯ ನಂತರ ನಿವೃತ್ತಿ ಹೊಂದಿದ ಹಿನ್ನೆಲೆಯಲ್ಲಿ ಅಧಿಕಾರಿಗಳು ಹಾಗೂ ಸಿಬ್ಬಂದಿ ವರ್ಗದವರು ಆತ್ಮೀಯ ಸನ್ಮಾನ ಕಾರ್ಯಕ್ರಮ ಹಮ್ಮಿಕೊಂಡಿದ್ದರು. [13,1428,147,1642]
gss-mid-row [790,657,1555,881]
beneficiary-label: ಫಲಾನುಭವಿಗಳಿಗೆ [1005,218,1121,243]
table-header-cell: ಮಹಾ ಯೋಜನೆಯ ಪ್ರಕಾರ ಭೂ ಉಪಯೋಗ [1248,1691,1401,1732]
article-text-column: ಹೊಸಕೋಟೆ.ಫೆ28: ಭವಿಷ್ಯದ ದಿನಗಳಲ್ಲಿ ಎದುರಾಗಲಿರುವ ನೀರಿನ ತತ್ವಾರವನ್ನು ತಡೆಗಟ್ಟಲು ಇಂದಿನ ವಿದ್ಯಾರ್ಥಿಗಳಿಗೆ ಜಲ ಸಂರಕ್ಷಣೆಯ ಅರಿವು ಅಗತ್ಯ ಎಂದು ಗ್ರಾಮ ಪಂಚಾಯತಿ ಅಧ್ಯಕ್ಷರು ಹೇಳಿದರು. ಈ ಹಿನ್ನೆಲೆಯಲ್ಲಿ ವಿಶೇಷ ಜಲ ಸಂರಕ್ಷಣೆ ಕಾರ್ಯಾಗಾರವನ್ನು ಹಮ್ಮಿಕೊಳ್ಳಲಾಗಿತ್ತು. [790,1026,955,1150]
article-text-column: ಅವಕಾಶಗಳಿವೆ. ಸರ್ಕಾರದ ವತಿಯಿಂದ ದೊಡ್ಡಬಳ್ಳಾಪುರದಷ್ಟು ಡಿಪ್ಲೊಮಾ ಕಾಲೇಜು ಮಂಜೂರಾಗಿದ್ದು ವಿದ್ಯಾರ್ಥಿಗಳ ತಾಂತ್ರಿಕ ಶಿಕ್ಷಣಕ್ಕೆ ಅನುಕೂಲವಾಗಲಿದೆ. ಸ್ಥಳೀಯ ಯುವಕರಿಗೆ ಉದ್ಯೋಗ ಒದಗಿಸುವಂತೆ ಒತ್ತಾಯಿಸಿದರು. [606,965,769,1242]
magenta-dot [1322,2298,1356,2332]
beneficiary-sublabel: ಸೌಲಭ್ಯ ವಿತರಣೆ [1010,260,1116,284]
article-aee-retirement [13,1373,768,1683]
